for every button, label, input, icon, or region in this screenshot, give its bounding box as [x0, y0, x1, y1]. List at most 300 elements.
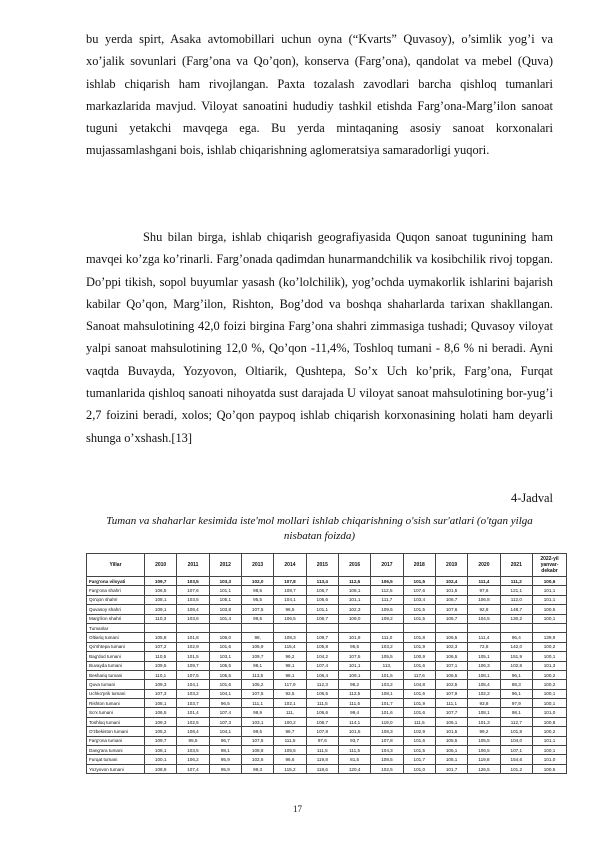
table-cell: 92,5 [274, 689, 306, 698]
table-cell: 101,5 [403, 746, 435, 755]
table-cell: 111,7 [371, 595, 403, 604]
table-cell: 103,8 [209, 605, 241, 614]
table-cell: 98,1 [274, 670, 306, 679]
table-cell: 101,5 [403, 614, 435, 623]
table-cell: 106,7 [306, 717, 338, 726]
table-cell: 109,2 [371, 614, 403, 623]
table-cell: 100,2 [533, 680, 567, 689]
row-label: Farg'ona tumani [87, 736, 145, 745]
table-cell: 105,4 [468, 680, 500, 689]
table-cell: 107,3 [209, 717, 241, 726]
table-cell: 111,5 [338, 699, 370, 708]
table-cell: 106,8 [468, 595, 500, 604]
table-cell: 111,5 [274, 736, 306, 745]
header-year: 2022-yil yanvar-dekabr [533, 554, 567, 577]
table-cell: 101,6 [209, 680, 241, 689]
table-cell: 101,8 [403, 633, 435, 642]
table-cell: 106,6 [306, 708, 338, 717]
table-cell: 101,9 [403, 699, 435, 708]
row-label: O'zbekiston tumani [87, 727, 145, 736]
table-cell: 81,5 [338, 755, 370, 764]
table-cell: 105,1 [435, 746, 467, 755]
table-cell: 115,2 [274, 764, 306, 773]
table-cell: 96,2 [274, 652, 306, 661]
table-cell [274, 623, 306, 632]
header-year: 2017 [371, 554, 403, 577]
table-cell: 105,5 [274, 746, 306, 755]
table-row [87, 708, 567, 717]
table-cell: 100,1 [533, 699, 567, 708]
table-cell: 100,5 [533, 764, 567, 773]
table-cell: 117,6 [403, 670, 435, 679]
table-cell: 104,1 [209, 689, 241, 698]
table-cell: 107,6 [403, 586, 435, 595]
table-cell: 108,1 [145, 595, 177, 604]
table-cell: 101,7 [435, 764, 467, 773]
row-label: Buvayda tumani [87, 661, 145, 670]
table-cell: 98,1 [500, 708, 532, 717]
table-cell: 99,3 [241, 764, 273, 773]
table-cell: 105,8 [145, 633, 177, 642]
table-header-row [87, 554, 567, 577]
row-label: Farg'ona shahri [87, 586, 145, 595]
table-row [87, 699, 567, 708]
table-cell: 106,5 [306, 689, 338, 698]
table-row [87, 642, 567, 651]
table-cell: 96,4 [500, 633, 532, 642]
table-cell: 104,3 [371, 746, 403, 755]
table-cell: 108,1 [338, 586, 370, 595]
table-cell: 102,4 [435, 577, 467, 586]
table-cell [177, 623, 209, 632]
table-cell: 103,5 [177, 595, 209, 604]
table-cell: 107,8 [274, 577, 306, 586]
table-cell: 107,5 [338, 652, 370, 661]
table-cell: 101,5 [338, 727, 370, 736]
table-cell: 112,5 [371, 586, 403, 595]
table-row [87, 689, 567, 698]
table-cell: 96,6 [274, 755, 306, 764]
table-cell: 114,1 [338, 717, 370, 726]
header-year: 2010 [145, 554, 177, 577]
table-cell: 106,7 [435, 614, 467, 623]
header-year: 2011 [177, 554, 209, 577]
table-cell: 100,2 [533, 642, 567, 651]
table-cell: 119,8 [306, 755, 338, 764]
table-cell: 106,5 [371, 577, 403, 586]
table-cell: 117,9 [274, 680, 306, 689]
paragraph-1: bu yerda spirt, Asaka avtomobillari uchun oyna (“Kvarts” Quvasoy), o’simlik yog’i va xo’jalik sovunlari (Farg’ona va Qo’qon), konserva (Farg’ona), qandolat va mebel (Quva) ishlab chiqarish ham rivojlangan. Paxta tozalash zavodlari barcha qishloq tumanlari markazlarida mavjud. Viloyat sanoatini hududiy tashkil etishda Farg’ona-Marg’ilon sanoat tuguni yetakchi mavqega ega. Bu yerda mintaqaning asosiy sanoat korxonalari mujassamlashgani bois, ishlab chiqarishning aglomeratsiya samaradorligi yuqori. [86, 32, 553, 158]
table-cell: 119,8 [468, 755, 500, 764]
page-number: 17 [293, 804, 302, 814]
table-cell: 101,1 [533, 595, 567, 604]
table-cell: 107,3 [145, 689, 177, 698]
table-cell: 101,5 [435, 586, 467, 595]
table-cell: 111,0 [371, 633, 403, 642]
table-cell: 106,1 [435, 717, 467, 726]
table-cell: 106,5 [145, 586, 177, 595]
table-cell: 106,6 [306, 595, 338, 604]
table-cell: 104,2 [306, 652, 338, 661]
table-cell [306, 623, 338, 632]
table-cell: 103,2 [371, 680, 403, 689]
table-cell: 101,3 [468, 717, 500, 726]
table-cell: 113,4 [306, 577, 338, 586]
table-cell: 107,5 [241, 689, 273, 698]
table-cell: 102,9 [403, 727, 435, 736]
table-cell: 88,3 [500, 680, 532, 689]
table-cell: 111,4 [468, 577, 500, 586]
header-year: 2015 [306, 554, 338, 577]
table-cell: 105,1 [209, 595, 241, 604]
table-cell: 148,7 [500, 605, 532, 614]
table-cell: 111,5 [338, 746, 370, 755]
row-label: Oltiariq tumani [87, 633, 145, 642]
table-cell: 100,1 [533, 652, 567, 661]
table-cell: 93,8 [468, 699, 500, 708]
table-cell: 95,5 [241, 595, 273, 604]
table-cell: 99,5 [241, 614, 273, 623]
table-cell: 103,2 [177, 689, 209, 698]
table-row [87, 605, 567, 614]
table-cell: 102,2 [468, 689, 500, 698]
table-cell: 101,8 [177, 633, 209, 642]
table-cell: 101,4 [177, 708, 209, 717]
table-cell: 106,5 [435, 652, 467, 661]
table-cell: 99,2 [468, 727, 500, 736]
table-caption: Tuman va shaharlar kesimida iste'mol mollari ishlab chiqarishning o'sish sur'atlari (o'tgan yilga nisbatan foizda) [106, 515, 533, 542]
table-cell: 97,6 [468, 586, 500, 595]
table-cell [338, 623, 370, 632]
table-cell: 108,1 [468, 708, 500, 717]
row-label: Farg'ona viloyati [87, 577, 145, 586]
table-cell: 98,1 [241, 661, 273, 670]
table-row [87, 755, 567, 764]
table-cell: 101,7 [371, 699, 403, 708]
table-cell: 109,5 [371, 605, 403, 614]
table-row [87, 577, 567, 586]
table-cell: 102,1 [274, 699, 306, 708]
header-year: 2018 [403, 554, 435, 577]
table-cell: 109,1 [338, 670, 370, 679]
table-cell: 111,5 [403, 717, 435, 726]
table-cell: 107,4 [177, 764, 209, 773]
table-cell: 112,7 [500, 717, 532, 726]
table-cell: 103,6 [177, 614, 209, 623]
table-cell: 107,4 [209, 708, 241, 717]
table-cell: 102,9 [177, 642, 209, 651]
header-year: 2019 [435, 554, 467, 577]
table-cell: 98,5 [241, 586, 273, 595]
table-cell [145, 623, 177, 632]
header-year: 2014 [274, 554, 306, 577]
table-cell: 151,9 [500, 652, 532, 661]
table-cell: 98, [241, 633, 273, 642]
table-cell: 105,5 [209, 670, 241, 679]
table-cell: 96,1 [500, 689, 532, 698]
table-cell: 101,1 [533, 586, 567, 595]
table-cell: 103,4 [403, 595, 435, 604]
table-cell: 101,0 [403, 764, 435, 773]
table-cell: 101,6 [209, 642, 241, 651]
row-label: Bag'dod tumani [87, 652, 145, 661]
table-cell: 102,3 [338, 605, 370, 614]
table-cell: 109,7 [306, 633, 338, 642]
table-cell: 107,4 [306, 661, 338, 670]
table-cell: 111,1 [241, 699, 273, 708]
header-year: 2013 [241, 554, 273, 577]
table-cell: 97,6 [306, 736, 338, 745]
table-cell: 109,3 [145, 717, 177, 726]
table-cell: 110,3 [145, 614, 177, 623]
table-cell: 119,0 [371, 717, 403, 726]
table-cell: 100,2 [533, 727, 567, 736]
table-cell [435, 623, 467, 632]
header-years: Yillar [87, 554, 145, 577]
row-label: Beshariq tumani [87, 670, 145, 679]
table-cell: 102,0 [241, 577, 273, 586]
table-cell: 108,1 [371, 689, 403, 698]
table-cell [500, 623, 532, 632]
row-label: Yozyovon tumani [87, 764, 145, 773]
table-cell: 101,9 [403, 642, 435, 651]
table-cell: 92,8 [468, 605, 500, 614]
row-label: Tumanlar [87, 623, 145, 632]
table-cell: 102,5 [177, 717, 209, 726]
table-cell: 72,8 [468, 642, 500, 651]
header-year: 2012 [209, 554, 241, 577]
row-label: So'x tumani [87, 708, 145, 717]
table-row [87, 595, 567, 604]
table-cell: 121,1 [500, 586, 532, 595]
table-cell: 107,2 [145, 642, 177, 651]
table-cell: 154,6 [500, 755, 532, 764]
table-cell: 142,0 [500, 642, 532, 651]
table-cell: 101,8 [500, 727, 532, 736]
table-cell: 105,5 [468, 736, 500, 745]
table-cell: 101,0 [533, 755, 567, 764]
table-cell: 107,5 [177, 670, 209, 679]
table-cell: 108,1 [468, 670, 500, 679]
table-cell: 100,5 [533, 605, 567, 614]
table-cell: 130,2 [500, 614, 532, 623]
table-cell: 102,5 [435, 680, 467, 689]
row-label: Dang'ara tumani [87, 746, 145, 755]
table-cell: 98,1 [274, 661, 306, 670]
table-cell [371, 623, 403, 632]
table-cell: 109,0 [338, 614, 370, 623]
table-row [87, 746, 567, 755]
table-cell: 106,9 [241, 642, 273, 651]
table-cell: 106,7 [435, 595, 467, 604]
table-cell: 96,1 [500, 670, 532, 679]
table-cell: 101,1 [338, 595, 370, 604]
table-cell: 111,5 [306, 699, 338, 708]
table-cell: 101,5 [403, 577, 435, 586]
table-row [87, 661, 567, 670]
table-cell: 95,5 [177, 736, 209, 745]
table-cell: 99,4 [338, 708, 370, 717]
header-year: 2016 [338, 554, 370, 577]
table-cell: 96,7 [209, 736, 241, 745]
table-cell: 101,1 [209, 586, 241, 595]
table-cell [209, 623, 241, 632]
paragraph-2: Shu bilan birga, ishlab chiqarish geografiyasida Quqon sanoat tugunining ham mavqei ko’zga ko’rinarli. Farg’onada qadimdan hunarmandchilik va kosibchilik rivoj topgan. Do’ppi tikish, sopol buyumlar yasash (ko’lolchilik), yog’ochda uymakorlik ishlarini bajarish kabilar Qo’qon, Marg’ilon, Rishton, Bog’dod va boshqa shaharlarda tarixan shakllangan. Sanoat mahsulotining 42,0 foizi birgina Farg’ona shahri zimmasiga tushadi; Quvasoy viloyat yalpi sanoat mahsulotining 12,0 %, Qo’qon -11,4%, Toshloq tumani - 8,6 % ni beradi. Ayni vaqtda Buvayda, Yozyovon, Oltiarik, Qushtepa, So’x Uch ko’prik, Farg’ona, Furqat tumanlarida qishloq sanoati nihoyatda sust darajada U viloyat sanoat mahsulotining bor-yug’i 2,7 foizini beradi, xolos; Qo’qon paypoq ishlab chiqarish korxonasining holati ham deyarli shunga o’xshash.[13] [86, 230, 553, 445]
row-label: Qo'qon shahri [87, 595, 145, 604]
row-label: Marg'ilon shahri [87, 614, 145, 623]
table-cell: 93,7 [338, 736, 370, 745]
row-label: Toshloq tumani [87, 717, 145, 726]
growth-rates-table [86, 553, 567, 774]
table-cell: 103,5 [177, 746, 209, 755]
table-cell: 105,5 [435, 736, 467, 745]
table-cell: 108,4 [177, 605, 209, 614]
table-cell: 104,1 [209, 727, 241, 736]
table-row [87, 717, 567, 726]
table-cell: 108,4 [177, 727, 209, 736]
table-cell: 112,5 [338, 689, 370, 698]
table-cell: 106,2 [177, 755, 209, 764]
table-cell: 109,7 [241, 652, 273, 661]
table-cell: 104,1 [177, 680, 209, 689]
table-cell: 101,7 [403, 755, 435, 764]
table-cell: 105,2 [241, 680, 273, 689]
row-label: Rishton tumani [87, 699, 145, 708]
table-cell: 106,5 [435, 670, 467, 679]
table-cell: 102,8 [500, 661, 532, 670]
table-cell: 106,5 [435, 633, 467, 642]
table-cell: 106,7 [306, 614, 338, 623]
table-cell: 105,1 [468, 652, 500, 661]
table-cell: 110,1 [145, 670, 177, 679]
table-cell: 101,1 [533, 736, 567, 745]
table-cell: 101,1 [338, 661, 370, 670]
table-cell: 108,5 [371, 755, 403, 764]
row-label: Quva tumani [87, 680, 145, 689]
table-cell: 105,5 [371, 652, 403, 661]
table-cell: 107,7 [435, 708, 467, 717]
table-cell: 106,3 [468, 661, 500, 670]
table-cell: 108,1 [145, 699, 177, 708]
table-cell: 97,9 [500, 699, 532, 708]
table-cell: 105,1 [435, 755, 467, 764]
table-cell: 105,5 [209, 661, 241, 670]
table-cell: 112,0 [500, 595, 532, 604]
table-cell: 101,4 [209, 614, 241, 623]
table-row [87, 623, 567, 632]
table-cell: 101,6 [371, 708, 403, 717]
table-cell: 101,6 [403, 736, 435, 745]
table-cell: 101,5 [403, 605, 435, 614]
table-cell [241, 623, 273, 632]
table-cell: 103,5 [177, 577, 209, 586]
table-cell: 112,5 [338, 577, 370, 586]
table-cell: 105,8 [306, 642, 338, 651]
table-cell: 105,2 [145, 727, 177, 736]
table-cell: 104,0 [500, 736, 532, 745]
table-cell: 115,4 [274, 642, 306, 651]
table-row [87, 586, 567, 595]
table-row [87, 680, 567, 689]
table-cell: 96,7 [274, 727, 306, 736]
table-cell: 101,5 [435, 727, 467, 736]
table-cell: 108,8 [241, 746, 273, 755]
table-cell: 108,7 [274, 586, 306, 595]
table-cell: 107,5 [241, 736, 273, 745]
table-row [87, 727, 567, 736]
table-cell: 98,2 [338, 680, 370, 689]
table-cell: 101,2 [500, 764, 532, 773]
table-cell: 111,5 [306, 746, 338, 755]
table-cell: 106,5 [274, 614, 306, 623]
table-cell [533, 623, 567, 632]
table-cell: 96,5 [274, 605, 306, 614]
row-label: Qo'shtepa tumani [87, 642, 145, 651]
table-cell: 101,6 [403, 689, 435, 698]
table-cell: 101,6 [403, 661, 435, 670]
table-row [87, 670, 567, 679]
table-cell: 107,9 [435, 689, 467, 698]
table-row [87, 764, 567, 773]
table-cell: 108,3 [371, 727, 403, 736]
table-cell: 109,5 [145, 661, 177, 670]
table-cell: 101,9 [338, 633, 370, 642]
table-cell: 100,1 [533, 614, 567, 623]
table-cell: 106,5 [145, 708, 177, 717]
table-cell: 109,7 [145, 577, 177, 586]
table-cell: 111,2 [500, 577, 532, 586]
header-year: 2020 [468, 554, 500, 577]
table-cell: 104,5 [468, 614, 500, 623]
table-cell: 126,5 [468, 764, 500, 773]
row-label: Quvasoy shahri [87, 605, 145, 614]
table-number-label: 4-Jadval [511, 491, 553, 505]
table-cell: 118,6 [306, 764, 338, 773]
table-cell: 110,5 [145, 652, 177, 661]
table-cell: 101,3 [533, 661, 567, 670]
table-cell: 107,5 [241, 605, 273, 614]
table-cell: 99,5 [241, 727, 273, 736]
table-cell: 101,5 [177, 652, 209, 661]
table-cell: 103,1 [209, 652, 241, 661]
header-year: 2021 [500, 554, 532, 577]
table-cell: 101,1 [306, 605, 338, 614]
table-cell: 120,4 [338, 764, 370, 773]
table-cell: 102,3 [435, 642, 467, 651]
table-cell [403, 623, 435, 632]
table-cell: 107,1 [435, 661, 467, 670]
table-cell: 108,9 [145, 764, 177, 773]
table-cell: 102,6 [241, 755, 273, 764]
table-cell: 106,7 [306, 586, 338, 595]
table-cell: 107,6 [177, 586, 209, 595]
row-label: Furqat tumani [87, 755, 145, 764]
table-row [87, 614, 567, 623]
table-cell: 98,9 [241, 708, 273, 717]
table-cell: 104,8 [403, 680, 435, 689]
table-cell: 100,1 [145, 755, 177, 764]
table-cell: 98,1 [209, 746, 241, 755]
table-cell: 95,9 [209, 764, 241, 773]
table-cell: 100,1 [533, 746, 567, 755]
table-cell: 109,1 [145, 605, 177, 614]
table-cell: 111,1 [435, 699, 467, 708]
table-cell: 100,2 [274, 717, 306, 726]
table-cell: 106,0 [209, 633, 241, 642]
table-cell: 111, [274, 708, 306, 717]
table-cell: 108,1 [145, 746, 177, 755]
table-cell: 103,1 [241, 717, 273, 726]
